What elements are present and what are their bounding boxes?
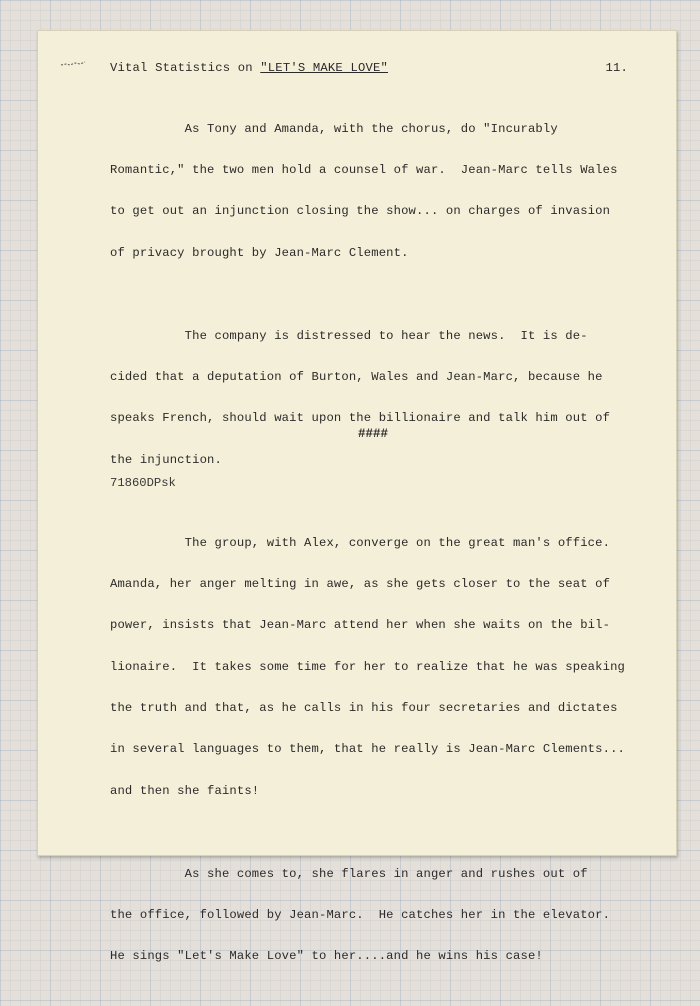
text-line: Romantic," the two men hold a counsel of war. Jean-Marc tells Wales	[110, 162, 618, 177]
document-code: 71860DPsk	[110, 476, 176, 490]
text-line: He sings "Let's Make Love" to her....and he wins his case!	[110, 949, 543, 964]
paragraph-1	[110, 95, 640, 288]
text-line: the truth and that, as he calls in his four secretaries and dictates	[110, 701, 618, 716]
text-line: Amanda, her anger melting in awe, as she gets closer to the seat of	[110, 576, 611, 591]
text-line: in several languages to them, that he really is Jean-Marc Clements...	[110, 742, 625, 757]
paragraph-4	[110, 840, 640, 992]
text-line: the injunction.	[110, 452, 222, 467]
end-mark: ####	[358, 427, 389, 441]
document-page	[37, 30, 677, 964]
text-line: lionaire. It takes some time for her to realize that he was speaking	[110, 659, 625, 674]
page-number: 11.	[605, 61, 628, 75]
text-line: The company is distressed to hear the news. It is de-	[110, 328, 588, 343]
pencil-mark-icon	[60, 61, 86, 67]
text-line: As Tony and Amanda, with the chorus, do "Incurably	[110, 121, 558, 136]
page-header	[110, 61, 628, 75]
text-line: The group, with Alex, converge on the great man's office.	[110, 535, 611, 550]
text-line: to get out an injunction closing the show... on charges of invasion	[110, 204, 611, 219]
text-line: the office, followed by Jean-Marc. He catches her in the elevator.	[110, 908, 611, 923]
text-line: As she comes to, she flares in anger and rushes out of	[110, 866, 588, 881]
paragraph-3	[110, 509, 640, 826]
text-line: power, insists that Jean-Marc attend her when she waits on the bil-	[110, 618, 611, 633]
body-text	[110, 95, 640, 1006]
document-title: "LET'S MAKE LOVE"	[260, 61, 389, 75]
text-line: of privacy brought by Jean-Marc Clement.	[110, 245, 409, 260]
header-prefix: Vital Statistics on	[110, 61, 261, 75]
text-line: cided that a deputation of Burton, Wales and Jean-Marc, because he	[110, 369, 603, 384]
text-line: speaks French, should wait upon the billionaire and talk him out of	[110, 411, 611, 426]
paragraph-2	[110, 302, 640, 495]
text-line: and then she faints!	[110, 783, 260, 798]
